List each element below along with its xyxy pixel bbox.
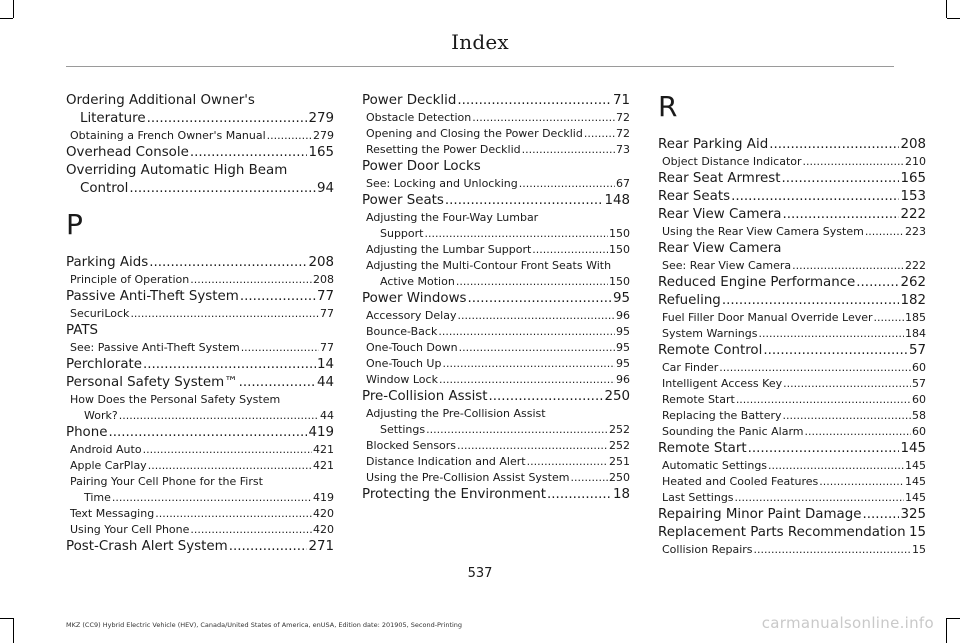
dot-leader bbox=[472, 110, 615, 126]
dot-leader bbox=[792, 258, 904, 274]
entry-page-number[interactable]: 250 bbox=[604, 389, 630, 404]
entry-page-number[interactable]: 60 bbox=[912, 425, 926, 438]
index-column-1 bbox=[66, 92, 334, 556]
entry-page-number[interactable]: 14 bbox=[316, 357, 334, 372]
index-subentry[interactable] bbox=[658, 458, 926, 474]
entry-page-number[interactable]: 252 bbox=[609, 423, 630, 436]
dot-leader bbox=[241, 340, 319, 356]
index-entry-line: Pairing Your Cell Phone for the First bbox=[70, 475, 263, 488]
index-entry[interactable] bbox=[658, 342, 926, 360]
dot-leader bbox=[148, 458, 312, 474]
dot-leader bbox=[424, 226, 608, 242]
entry-page-number[interactable]: 185 bbox=[905, 311, 926, 324]
dot-leader bbox=[783, 408, 911, 424]
entry-page-number[interactable]: 420 bbox=[313, 523, 334, 536]
entry-text: Accessory Delay bbox=[366, 309, 457, 322]
index-subentry[interactable] bbox=[362, 340, 630, 356]
entry-page-number[interactable]: 271 bbox=[308, 539, 334, 554]
entry-page-number[interactable]: 182 bbox=[900, 293, 926, 308]
entry-page-number[interactable]: 94 bbox=[316, 181, 334, 196]
index-entry[interactable] bbox=[66, 254, 334, 272]
index-subentry[interactable] bbox=[362, 242, 630, 258]
entry-page-number[interactable]: 73 bbox=[616, 143, 630, 156]
dot-leader bbox=[722, 292, 900, 310]
entry-page-number[interactable]: 165 bbox=[308, 145, 334, 160]
entry-text: Remote Start bbox=[662, 393, 735, 406]
entry-text: Control bbox=[80, 181, 129, 196]
entry-text: Using the Pre-Collision Assist System bbox=[366, 471, 570, 484]
entry-text: Refueling bbox=[658, 293, 721, 308]
entry-page-number[interactable]: 419 bbox=[308, 425, 334, 440]
index-subentry[interactable] bbox=[658, 258, 926, 274]
entry-text: Post-Crash Alert System bbox=[66, 539, 228, 554]
index-entry[interactable] bbox=[66, 408, 334, 424]
entry-page-number[interactable]: 208 bbox=[308, 255, 334, 270]
dot-leader bbox=[147, 110, 308, 128]
entry-text: Opening and Closing the Power Decklid bbox=[366, 127, 583, 140]
entry-text: Personal Safety System™ bbox=[66, 375, 238, 390]
index-entry[interactable] bbox=[658, 506, 926, 524]
dot-leader bbox=[731, 188, 899, 206]
index-entry-line: Adjusting the Pre-Collision Assist bbox=[366, 407, 546, 420]
dot-leader bbox=[805, 424, 911, 440]
entry-page-number[interactable]: 153 bbox=[900, 189, 926, 204]
index-entry-line: Overriding Automatic High Beam bbox=[66, 163, 288, 178]
dot-leader bbox=[803, 154, 904, 170]
entry-page-number[interactable]: 44 bbox=[316, 375, 334, 390]
index-entry[interactable] bbox=[66, 288, 334, 306]
index-subentry[interactable] bbox=[362, 142, 630, 158]
entry-text: Rear Parking Aid bbox=[658, 137, 769, 152]
entry-page-number[interactable]: 72 bbox=[616, 127, 630, 140]
entry-page-number[interactable]: 279 bbox=[308, 111, 334, 126]
page-number: 537 bbox=[467, 566, 493, 581]
entry-page-number[interactable]: 150 bbox=[609, 243, 630, 256]
dot-leader bbox=[736, 392, 911, 408]
dot-leader bbox=[735, 490, 904, 506]
entry-page-number[interactable]: 18 bbox=[612, 487, 630, 502]
dot-leader bbox=[190, 522, 312, 538]
entry-page-number[interactable]: 96 bbox=[616, 309, 630, 322]
dot-leader bbox=[190, 144, 308, 162]
dot-leader bbox=[874, 310, 904, 326]
dot-leader bbox=[865, 224, 904, 240]
entry-text: Remote Start bbox=[658, 441, 747, 456]
dot-leader bbox=[532, 242, 608, 258]
entry-text: Power Decklid bbox=[362, 93, 457, 108]
dot-leader bbox=[719, 360, 911, 376]
entry-text: Fuel Filler Door Manual Override Lever bbox=[662, 311, 873, 324]
crop-mark bbox=[0, 18, 13, 19]
entry-page-number[interactable]: 60 bbox=[912, 393, 926, 406]
index-subentry[interactable] bbox=[658, 326, 926, 342]
dot-leader bbox=[547, 486, 612, 504]
entry-page-number[interactable]: 262 bbox=[900, 275, 926, 290]
entry-text: Heated and Cooled Features bbox=[662, 475, 819, 488]
index-entry[interactable] bbox=[658, 206, 926, 224]
index-entry[interactable] bbox=[66, 356, 334, 374]
entry-page-number[interactable]: 71 bbox=[612, 93, 630, 108]
entry-page-number[interactable]: 279 bbox=[313, 129, 334, 142]
entry-text: Adjusting the Lumbar Support bbox=[366, 243, 532, 256]
dot-leader bbox=[130, 306, 319, 322]
entry-page-number[interactable]: 222 bbox=[900, 207, 926, 222]
entry-text: Apple CarPlay bbox=[70, 459, 147, 472]
dot-leader bbox=[522, 142, 615, 158]
entry-text: Object Distance Indicator bbox=[662, 155, 802, 168]
entry-text: Protecting the Environment bbox=[362, 487, 547, 502]
entry-text: Work? bbox=[84, 409, 118, 422]
dot-leader bbox=[856, 274, 899, 292]
index-entry[interactable] bbox=[362, 290, 630, 308]
index-subentry[interactable] bbox=[362, 454, 630, 470]
entry-page-number[interactable]: 420 bbox=[313, 507, 334, 520]
dot-leader bbox=[239, 374, 316, 392]
index-entry[interactable] bbox=[658, 274, 926, 292]
index-heading: PATS bbox=[66, 323, 99, 338]
entry-page-number[interactable]: 95 bbox=[616, 357, 630, 370]
entry-text: Using the Rear View Camera System bbox=[662, 225, 864, 238]
dot-leader bbox=[489, 388, 604, 406]
index-letter-heading: P bbox=[66, 208, 83, 241]
dot-leader bbox=[155, 506, 312, 522]
index-entry-line: How Does the Personal Safety System bbox=[70, 393, 281, 406]
entry-page-number[interactable]: 77 bbox=[320, 307, 334, 320]
dot-leader bbox=[426, 422, 608, 438]
index-entry[interactable] bbox=[66, 180, 334, 198]
entry-text: See: Rear View Camera bbox=[662, 259, 792, 272]
entry-page-number[interactable]: 77 bbox=[320, 341, 334, 354]
index-letter-heading: R bbox=[658, 90, 678, 123]
entry-page-number[interactable]: 145 bbox=[905, 459, 926, 472]
entry-text: Passive Anti-Theft System bbox=[66, 289, 239, 304]
entry-text: Parking Aids bbox=[66, 255, 149, 270]
crop-mark bbox=[13, 0, 14, 18]
entry-text: Literature bbox=[80, 111, 146, 126]
entry-text: Support bbox=[380, 227, 424, 240]
dot-leader bbox=[456, 274, 608, 290]
index-entry[interactable] bbox=[66, 144, 334, 162]
index-entry-line: Adjusting the Four-Way Lumbar bbox=[366, 211, 539, 224]
dot-leader bbox=[819, 474, 904, 490]
entry-page-number[interactable]: 210 bbox=[905, 155, 926, 168]
dot-leader bbox=[748, 440, 900, 458]
entry-text: Phone bbox=[66, 425, 108, 440]
entry-text: Power Windows bbox=[362, 291, 467, 306]
index-subentry[interactable] bbox=[362, 470, 630, 486]
dot-leader bbox=[459, 340, 615, 356]
dot-leader bbox=[768, 458, 904, 474]
entry-page-number[interactable]: 57 bbox=[908, 343, 926, 358]
index-heading: Power Door Locks bbox=[362, 159, 481, 174]
entry-text: Reduced Engine Performance bbox=[658, 275, 856, 290]
index-subentry[interactable] bbox=[362, 356, 630, 372]
index-column-2 bbox=[362, 92, 630, 504]
index-subentry[interactable] bbox=[362, 372, 630, 388]
page-title: Index bbox=[451, 30, 509, 54]
dot-leader bbox=[439, 372, 615, 388]
entry-page-number[interactable]: 77 bbox=[316, 289, 334, 304]
entry-page-number[interactable]: 15 bbox=[912, 543, 926, 556]
dot-leader bbox=[769, 136, 899, 154]
dot-leader bbox=[445, 192, 604, 210]
dot-leader bbox=[763, 342, 908, 360]
dot-leader bbox=[442, 356, 615, 372]
index-entry[interactable] bbox=[66, 110, 334, 128]
entry-page-number[interactable]: 251 bbox=[609, 455, 630, 468]
index-entry[interactable] bbox=[362, 192, 630, 210]
dot-leader bbox=[229, 538, 308, 556]
entry-text: See: Passive Anti-Theft System bbox=[70, 341, 240, 354]
footer-edition-text: MKZ (CC9) Hybrid Electric Vehicle (HEV), Canada/United States of America, enUSA, Edition date: 201905, Second-Printing bbox=[66, 621, 463, 629]
crop-mark bbox=[0, 618, 13, 619]
crop-mark bbox=[946, 618, 947, 643]
index-entry[interactable] bbox=[66, 374, 334, 392]
index-subentry[interactable] bbox=[658, 392, 926, 408]
index-subentry[interactable] bbox=[66, 128, 334, 144]
entry-page-number[interactable]: 252 bbox=[609, 439, 630, 452]
dot-leader bbox=[190, 272, 312, 288]
dot-leader bbox=[754, 542, 911, 558]
dot-leader bbox=[570, 470, 608, 486]
entry-text: One-Touch Down bbox=[366, 341, 458, 354]
index-subentry[interactable] bbox=[658, 360, 926, 376]
dot-leader bbox=[149, 254, 307, 272]
index-subentry[interactable] bbox=[658, 490, 926, 506]
entry-text: Principle of Operation bbox=[70, 273, 190, 286]
entry-page-number[interactable]: 95 bbox=[616, 341, 630, 354]
entry-text: Intelligent Access Key bbox=[662, 377, 783, 390]
entry-text: System Warnings bbox=[662, 327, 758, 340]
entry-page-number[interactable]: 421 bbox=[313, 443, 334, 456]
entry-page-number[interactable]: 421 bbox=[313, 459, 334, 472]
index-entry[interactable] bbox=[658, 170, 926, 188]
entry-text: Active Motion bbox=[380, 275, 455, 288]
entry-page-number[interactable]: 250 bbox=[609, 471, 630, 484]
dot-leader bbox=[143, 356, 316, 374]
entry-page-number[interactable]: 58 bbox=[912, 409, 926, 422]
index-subentry[interactable] bbox=[658, 474, 926, 490]
dot-leader bbox=[438, 324, 615, 340]
index-entry-line: Adjusting the Multi-Contour Front Seats With bbox=[366, 259, 612, 272]
index-entry[interactable] bbox=[362, 486, 630, 504]
dot-leader bbox=[457, 438, 608, 454]
index-entry[interactable] bbox=[658, 440, 926, 458]
entry-text: Blocked Sensors bbox=[366, 439, 457, 452]
entry-text: Collision Repairs bbox=[662, 543, 753, 556]
entry-text: Resetting the Power Decklid bbox=[366, 143, 521, 156]
index-entry[interactable] bbox=[66, 490, 334, 506]
entry-page-number[interactable]: 145 bbox=[905, 491, 926, 504]
index-subentry[interactable] bbox=[66, 340, 334, 356]
index-entry[interactable] bbox=[66, 424, 334, 442]
index-entry[interactable] bbox=[362, 92, 630, 110]
dot-leader bbox=[112, 490, 312, 506]
entry-text: Distance Indication and Alert bbox=[366, 455, 526, 468]
entry-text: Car Finder bbox=[662, 361, 719, 374]
entry-page-number[interactable]: 95 bbox=[612, 291, 630, 306]
entry-text: Settings bbox=[380, 423, 426, 436]
index-entry[interactable] bbox=[66, 538, 334, 556]
dot-leader bbox=[584, 126, 615, 142]
index-column-3 bbox=[658, 92, 926, 558]
crop-mark bbox=[946, 0, 947, 18]
index-entry[interactable] bbox=[658, 292, 926, 310]
index-entry[interactable] bbox=[362, 422, 630, 438]
entry-text: Power Seats bbox=[362, 193, 444, 208]
index-subentry[interactable] bbox=[66, 458, 334, 474]
entry-text: See: Locking and Unlocking bbox=[366, 177, 518, 190]
entry-page-number[interactable]: 325 bbox=[900, 507, 926, 522]
index-subentry[interactable] bbox=[658, 310, 926, 326]
index-subentry[interactable] bbox=[658, 542, 926, 558]
dot-leader bbox=[267, 128, 312, 144]
index-subentry[interactable] bbox=[658, 224, 926, 240]
index-entry[interactable] bbox=[658, 524, 926, 542]
entry-text: Repairing Minor Paint Damage bbox=[658, 507, 862, 522]
entry-text: Overhead Console bbox=[66, 145, 189, 160]
entry-page-number[interactable]: 223 bbox=[905, 225, 926, 238]
index-subentry[interactable] bbox=[658, 408, 926, 424]
dot-leader bbox=[240, 288, 316, 306]
index-entry[interactable] bbox=[658, 188, 926, 206]
crop-mark bbox=[13, 618, 14, 643]
dot-leader bbox=[862, 506, 899, 524]
index-subentry[interactable] bbox=[658, 424, 926, 440]
dot-leader bbox=[758, 326, 904, 342]
entry-page-number[interactable]: 72 bbox=[616, 111, 630, 124]
index-entry[interactable] bbox=[658, 136, 926, 154]
entry-page-number[interactable]: 44 bbox=[320, 409, 334, 422]
entry-text: Time bbox=[84, 491, 111, 504]
entry-text: Last Settings bbox=[662, 491, 734, 504]
watermark: carmanualsonline.info bbox=[761, 614, 934, 632]
dot-leader bbox=[783, 206, 900, 224]
entry-text: Rear Seat Armrest bbox=[658, 171, 781, 186]
entry-text: Perchlorate bbox=[66, 357, 143, 372]
entry-text: Sounding the Panic Alarm bbox=[662, 425, 804, 438]
index-subentry[interactable] bbox=[66, 522, 334, 538]
entry-text: Obtaining a French Owner's Manual bbox=[70, 129, 266, 142]
entry-page-number[interactable]: 165 bbox=[900, 171, 926, 186]
entry-page-number[interactable]: 95 bbox=[616, 325, 630, 338]
dot-leader bbox=[519, 176, 615, 192]
dot-leader bbox=[782, 170, 900, 188]
dot-leader bbox=[468, 290, 612, 308]
entry-page-number[interactable]: 419 bbox=[313, 491, 334, 504]
entry-text: Remote Control bbox=[658, 343, 763, 358]
dot-leader bbox=[143, 442, 312, 458]
entry-page-number[interactable]: 67 bbox=[616, 177, 630, 190]
entry-page-number[interactable]: 150 bbox=[609, 275, 630, 288]
entry-text: Replacing the Battery bbox=[662, 409, 782, 422]
crop-mark bbox=[947, 618, 960, 619]
entry-text: Text Messaging bbox=[70, 507, 155, 520]
crop-mark bbox=[947, 18, 960, 19]
index-subentry[interactable] bbox=[362, 126, 630, 142]
entry-page-number[interactable]: 57 bbox=[912, 377, 926, 390]
index-entry[interactable] bbox=[362, 226, 630, 242]
dot-leader bbox=[108, 424, 307, 442]
dot-leader bbox=[119, 408, 319, 424]
entry-text: Pre-Collision Assist bbox=[362, 389, 488, 404]
index-subentry[interactable] bbox=[362, 308, 630, 324]
index-entry[interactable] bbox=[362, 388, 630, 406]
index-subentry[interactable] bbox=[658, 154, 926, 170]
index-heading: Rear View Camera bbox=[658, 241, 782, 256]
entry-text: Rear View Camera bbox=[658, 207, 782, 222]
index-subentry[interactable] bbox=[362, 110, 630, 126]
entry-text: Window Lock bbox=[366, 373, 438, 386]
entry-page-number[interactable]: 148 bbox=[604, 193, 630, 208]
entry-page-number[interactable]: 222 bbox=[905, 259, 926, 272]
entry-page-number[interactable]: 145 bbox=[905, 475, 926, 488]
entry-text: Using Your Cell Phone bbox=[70, 523, 190, 536]
dot-leader bbox=[527, 454, 608, 470]
entry-page-number[interactable]: 145 bbox=[900, 441, 926, 456]
index-subentry[interactable] bbox=[66, 306, 334, 322]
dot-leader bbox=[129, 180, 316, 198]
dot-leader bbox=[783, 376, 911, 392]
title-rule bbox=[66, 66, 894, 67]
entry-page-number[interactable]: 150 bbox=[609, 227, 630, 240]
dot-leader bbox=[457, 92, 612, 110]
entry-text: SecuriLock bbox=[70, 307, 130, 320]
index-subentry[interactable] bbox=[66, 272, 334, 288]
index-subentry[interactable] bbox=[658, 376, 926, 392]
entry-text: Android Auto bbox=[70, 443, 142, 456]
entry-page-number[interactable]: 208 bbox=[900, 137, 926, 152]
entry-page-number[interactable]: 96 bbox=[616, 373, 630, 386]
index-subentry[interactable] bbox=[66, 506, 334, 522]
entry-page-number[interactable]: 184 bbox=[905, 327, 926, 340]
entry-page-number[interactable]: 60 bbox=[912, 361, 926, 374]
entry-text: Bounce-Back bbox=[366, 325, 438, 338]
entry-text: Replacement Parts Recommendation bbox=[658, 525, 906, 540]
entry-text: Rear Seats bbox=[658, 189, 731, 204]
entry-text: One-Touch Up bbox=[366, 357, 442, 370]
index-entry[interactable] bbox=[362, 274, 630, 290]
index-subentry[interactable] bbox=[362, 176, 630, 192]
dot-leader bbox=[457, 308, 615, 324]
index-subentry[interactable] bbox=[66, 442, 334, 458]
entry-page-number[interactable]: 15 bbox=[908, 525, 926, 540]
entry-page-number[interactable]: 208 bbox=[313, 273, 334, 286]
dot-leader bbox=[907, 524, 908, 542]
index-entry-line: Ordering Additional Owner's bbox=[66, 93, 255, 108]
index-subentry[interactable] bbox=[362, 438, 630, 454]
index-subentry[interactable] bbox=[362, 324, 630, 340]
entry-text: Automatic Settings bbox=[662, 459, 768, 472]
entry-text: Obstacle Detection bbox=[366, 111, 472, 124]
